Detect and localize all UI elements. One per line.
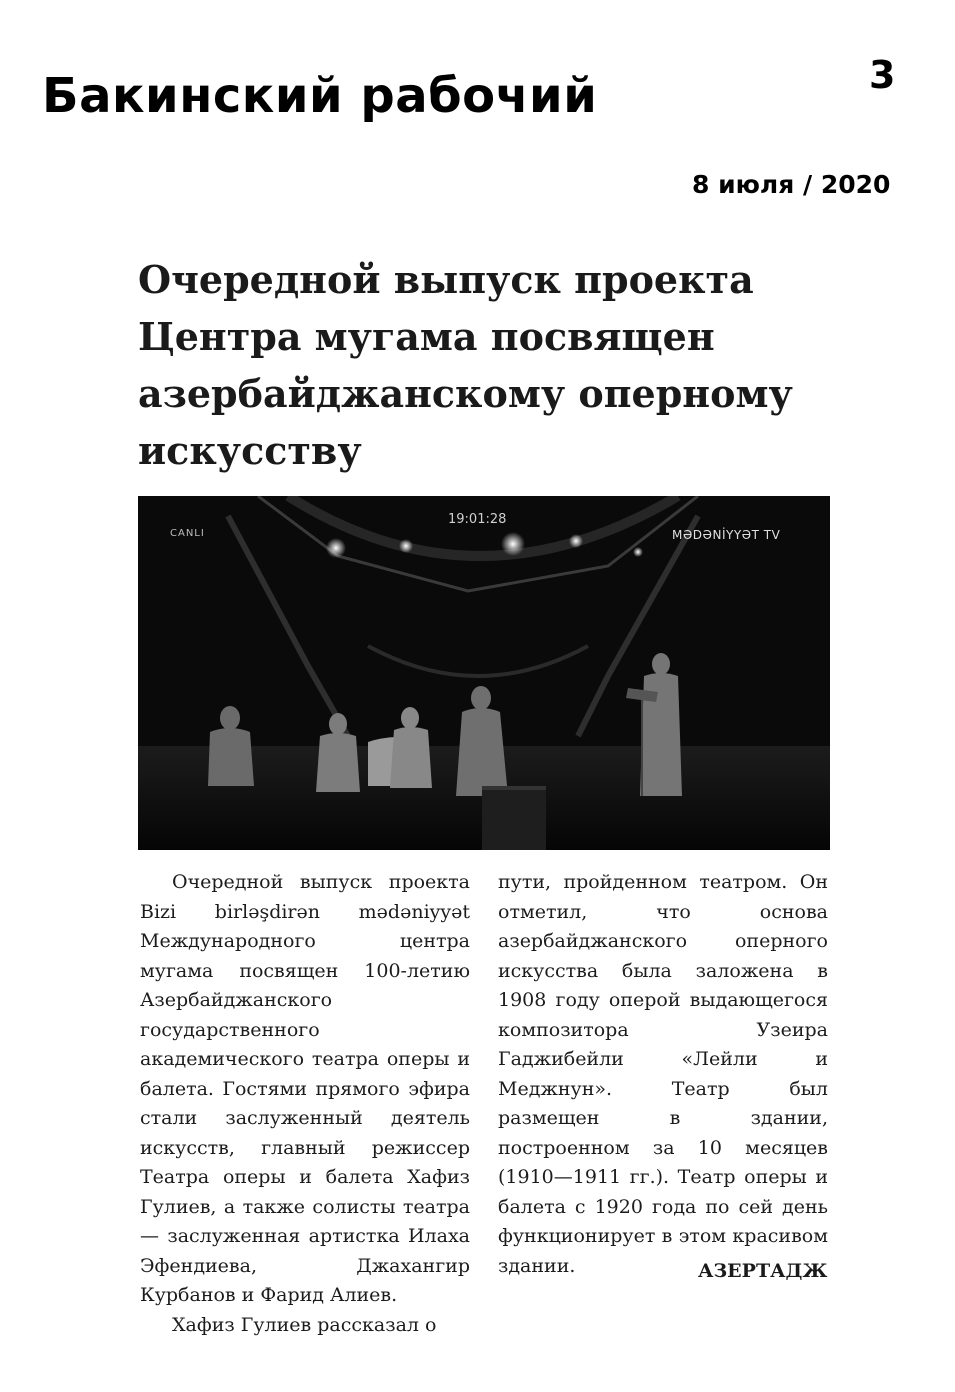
- page-number: 3: [869, 53, 896, 97]
- headline-line: азербайджанскому оперному: [138, 371, 793, 416]
- article-paragraph: Хафиз Гулиев рассказал о: [172, 1313, 437, 1336]
- channel-logo: MƏDƏNİYYƏT TV: [672, 528, 781, 542]
- article-photo: [138, 496, 830, 850]
- issue-date: 8 июля / 2020: [692, 170, 891, 199]
- headline-line: Очередной выпуск проекта: [138, 257, 754, 302]
- article-source: АЗЕРТАДЖ: [698, 1260, 828, 1282]
- article-paragraph: Очередной выпуск проекта Bizi birləşdirən mədəniyyət Международного центра мугама посвящен 100-летию Азербайджанского государственного академического театра оперы и балета. Гостями прямого эфира стали заслуженный деятель искусств, главный режиссер Театра оперы и балета Хафиз Гулиев, а также солисты театра — заслуженная артистка Илаха Эфендиева, Джахангир Курбанов и Фарид Алиев.: [140, 871, 470, 1306]
- article-headline: [138, 251, 828, 479]
- article-column-right: [498, 868, 828, 1281]
- article-paragraph: пути, пройденном театром. Он отметил, что основа азербайджанского оперного искусства была заложена в 1908 году оперой выдающегося композитора Узеира Гаджибейли «Лейли и Меджнун». Театр был размещен в здании, построенном за 10 месяцев (1910—1911 гг.). Театр оперы и балета с 1920 года по сей день функционирует в этом красивом здании.: [498, 871, 828, 1277]
- headline-line: Центра мугама посвящен: [138, 314, 715, 359]
- live-label: CANLI: [170, 528, 205, 539]
- headline-line: искусству: [138, 428, 362, 473]
- article-column-left: [140, 868, 470, 1340]
- newspaper-title: Бакинский рабочий: [42, 68, 598, 124]
- stage-scene-image: [138, 496, 830, 850]
- timecode: 19:01:28: [448, 512, 507, 527]
